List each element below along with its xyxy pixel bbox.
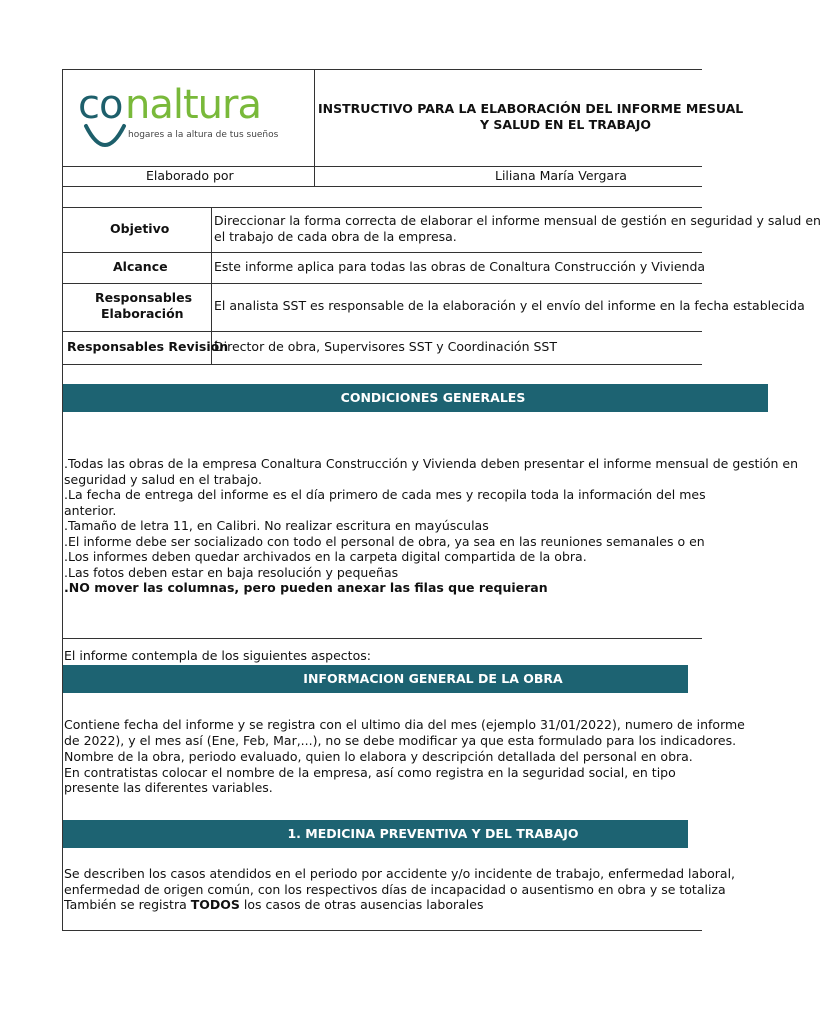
general-condition-line: .La fecha de entrega del informe es el día primero de cada mes y recopila toda la información del mes	[64, 487, 706, 502]
section-title: INFORMACION GENERAL DE LA OBRA	[303, 671, 563, 686]
medicina-line: Se describen los casos atendidos en el periodo por accidente y/o incidente de trabajo, enfermedad laboral,	[64, 866, 736, 881]
general-condition-line: .Los informes deben quedar archivados en la carpeta digital compartida de la obra.	[64, 549, 587, 564]
responsables-elaboracion-label-line1: Responsables	[95, 290, 193, 305]
responsables-elaboracion-label-line2: Elaboración	[101, 306, 184, 321]
border	[62, 166, 702, 167]
document-title-line2: Y SALUD EN EL TRABAJO	[480, 117, 651, 132]
obra-info-line: presente las diferentes variables.	[64, 780, 273, 795]
obra-info-line: de 2022), y el mes así (Ene, Feb, Mar,...), no se debe modificar ya que esta formulado para los indicadores.	[64, 733, 737, 748]
logo-word-a: co	[78, 82, 123, 128]
obra-info-line: En contratistas colocar el nombre de la empresa, así como registra en la seguridad social, en tipo	[64, 765, 676, 780]
general-condition-line: anterior.	[64, 503, 117, 518]
objetivo-label: Objetivo	[110, 221, 170, 236]
responsables-elaboracion-text: El analista SST es responsable de la elaboración y el envío del informe en la fecha establecida	[214, 298, 805, 313]
medicina-text: los casos de otras ausencias laborales	[239, 897, 484, 912]
border	[62, 638, 702, 639]
logo-word-b: naltura	[125, 82, 261, 128]
border	[62, 283, 702, 284]
medicina-last-line	[64, 897, 484, 913]
alcance-label: Alcance	[113, 259, 168, 274]
obra-info-line: Nombre de la obra, periodo evaluado, quien lo elabora y descripción detallada del personal en obra.	[64, 749, 693, 764]
obra-info-line: Contiene fecha del informe y se registra con el ultimo dia del mes (ejemplo 31/01/2022), numero de informe	[64, 717, 745, 732]
alcance-text: Este informe aplica para todas las obras de Conaltura Construcción y Vivienda	[214, 259, 706, 274]
prepared-by-label: Elaborado por	[146, 168, 234, 183]
section-header-obra	[63, 665, 688, 693]
section-header-condiciones	[63, 384, 768, 412]
prepared-by-value: Liliana María Vergara	[495, 168, 627, 183]
general-condition-line: .Tamaño de letra 11, en Calibri. No realizar escritura en mayúsculas	[64, 518, 489, 533]
border-bottom	[62, 930, 702, 931]
border	[62, 252, 702, 253]
smile-icon	[82, 122, 128, 156]
section-title: CONDICIONES GENERALES	[340, 390, 526, 405]
general-condition-bold-line: .NO mover las columnas, pero pueden anexar las filas que requieran	[64, 580, 548, 595]
aspects-intro: El informe contempla de los siguientes aspectos:	[64, 648, 371, 663]
border	[62, 186, 702, 187]
medicina-text: También se registra	[64, 897, 191, 912]
general-condition-line: seguridad y salud en el trabajo.	[64, 472, 262, 487]
border	[314, 69, 315, 186]
section-title: 1. MEDICINA PREVENTIVA Y DEL TRABAJO	[287, 826, 579, 841]
objetivo-text-line1: Direccionar la forma correcta de elaborar el informe mensual de gestión en seguridad y salud en	[214, 213, 821, 228]
general-condition-line: .El informe debe ser socializado con todo el personal de obra, ya sea en las reuniones semanales o en	[64, 534, 705, 549]
general-condition-line: .Las fotos deben estar en baja resolución y pequeñas	[64, 565, 399, 580]
responsables-revision-label: Responsables Revisión	[67, 339, 229, 354]
border-left	[62, 69, 63, 931]
section-header-medicina	[63, 820, 688, 848]
document-title-line1: INSTRUCTIVO PARA LA ELABORACIÓN DEL INFORME MESUAL	[318, 101, 744, 116]
objetivo-text-line2: el trabajo de cada obra de la empresa.	[214, 229, 457, 244]
general-condition-line: .Todas las obras de la empresa Conaltura Construcción y Vivienda deben presentar el informe mensual de gestión en	[64, 456, 799, 471]
border	[62, 364, 702, 365]
company-logo	[76, 80, 296, 162]
logo-tagline: hogares a la altura de tus sueños	[128, 130, 279, 140]
border	[62, 207, 702, 208]
responsables-revision-text: Director de obra, Supervisores SST y Coordinación SST	[214, 339, 557, 354]
medicina-line: enfermedad de origen común, con los respectivos días de incapacidad o ausentismo en obra y se totaliza	[64, 882, 726, 897]
medicina-emphasis: TODOS	[190, 897, 240, 912]
border	[62, 331, 702, 332]
border	[62, 69, 702, 70]
